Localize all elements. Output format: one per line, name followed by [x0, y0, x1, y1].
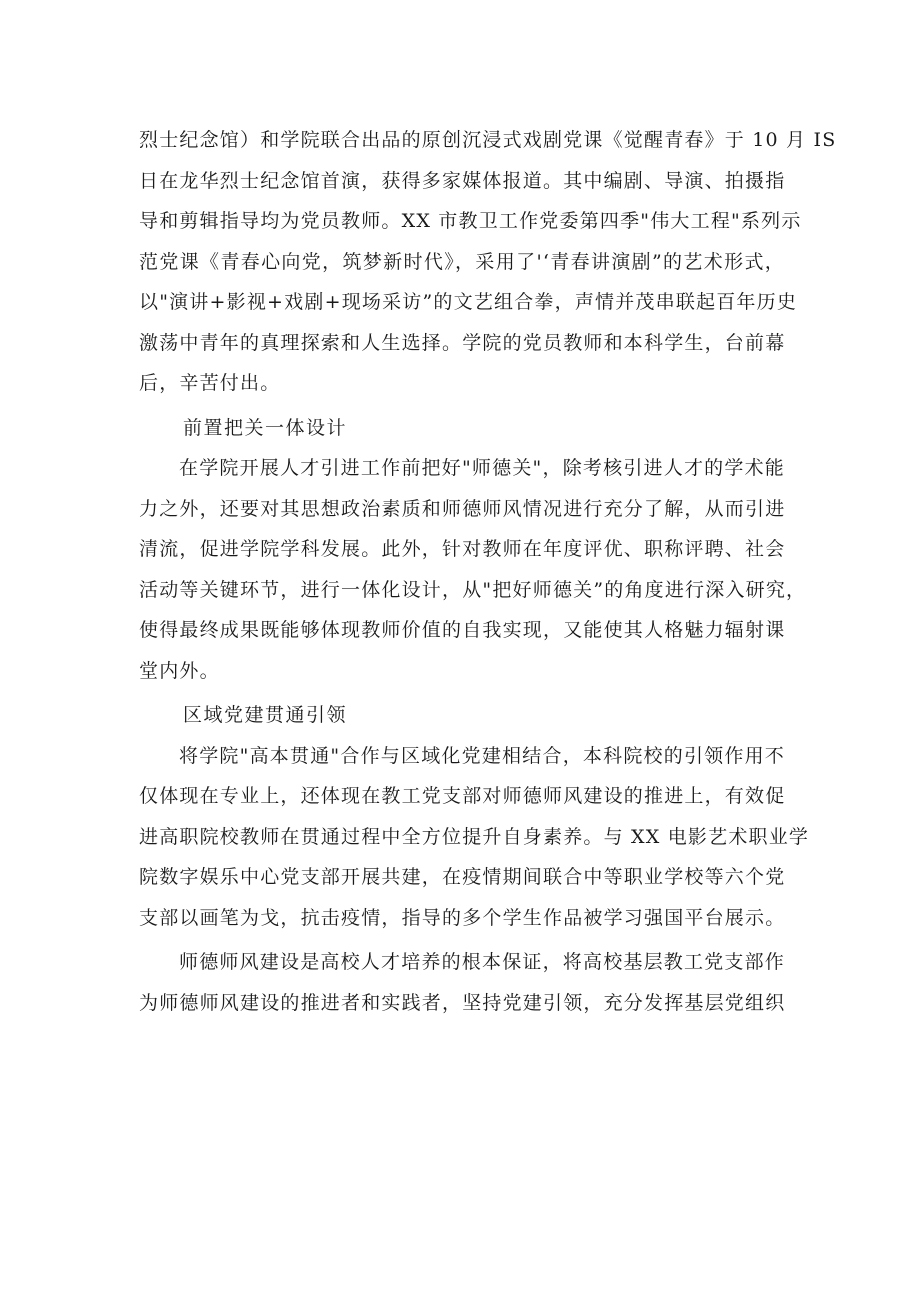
paragraph-line: 活动等关键环节，进行一体化设计，从"把好师德关”的角度进行深入研究，	[139, 578, 807, 601]
paragraph-line: 进高职院校教师在贯通过程中全方位提升自身素养。与 XX 电影艺术职业学	[139, 825, 810, 848]
paragraph-line: 后，辛苦付出。	[139, 372, 281, 394]
paragraph-2	[139, 448, 807, 691]
section-heading-1: 前置把关一体设计	[183, 416, 348, 439]
paragraph-line: 使得最终成果既能够体现教师价值的自我实现，又能使其人格魅力辐射课	[139, 619, 786, 641]
paragraph-line: 力之外，还要对其思想政治素质和师德师风情况进行充分了解，从而引进	[139, 497, 786, 520]
paragraph-line: 院数字娱乐中心党支部开展共建，在疫情期间联合中等职业学校等六个党	[139, 866, 786, 888]
document-page	[139, 120, 837, 1023]
paragraph-line: 将学院"高本贯通"合作与区域化党建相结合，本科院校的引领作用不	[179, 744, 785, 767]
paragraph-3	[139, 736, 810, 939]
paragraph-line: 为师德师风建设的推进者和实践者，坚持党建引领，充分发挥基层党组织	[139, 991, 786, 1014]
paragraph-line: 堂内外。	[139, 659, 220, 682]
paragraph-line: 以"演讲+影视+戏剧+现场采访”的文艺组合拳，声情并茂串联起百年历史	[139, 291, 798, 313]
paragraph-line: 范党课《青春心向党，筑梦新时代》，采用了'‘青春讲演剧”的艺术形式，	[139, 250, 785, 273]
paragraph-line: 仅体现在专业上，还体现在教工党支部对师德师风建设的推进上，有效促	[139, 785, 786, 807]
paragraph-line: 师德师风建设是高校人才培养的根本保证，将高校基层教工党支部作	[179, 951, 786, 973]
paragraph-line: 导和剪辑指导均为党员教师。XX 市教卫工作党委第四季"伟大工程"系列示	[139, 210, 802, 232]
paragraph-4	[139, 942, 785, 1023]
paragraph-line: 激荡中青年的真理探索和人生选择。学院的党员教师和本科学生，台前幕	[139, 331, 786, 354]
paragraph-line: 日在龙华烈士纪念馆首演，获得多家媒体报道。其中编剧、导演、拍摄指	[139, 169, 786, 192]
paragraph-line: 清流，促进学院学科发展。此外，针对教师在年度评优、职称评聘、社会	[139, 538, 786, 560]
paragraph-line: 支部以画笔为戈，抗击疫情，指导的多个学生作品被学习强国平台展示。	[139, 906, 786, 929]
paragraph-line: 在学院开展人才引进工作前把好"师德关"，除考核引进人才的学术能	[179, 457, 785, 479]
paragraph-1	[139, 120, 837, 404]
paragraph-line: 烈士纪念馆）和学院联合出品的原创沉浸式戏剧党课《觉醒青春》于 10 月 IS	[139, 129, 837, 151]
section-heading-2: 区域党建贯通引领	[183, 704, 348, 726]
